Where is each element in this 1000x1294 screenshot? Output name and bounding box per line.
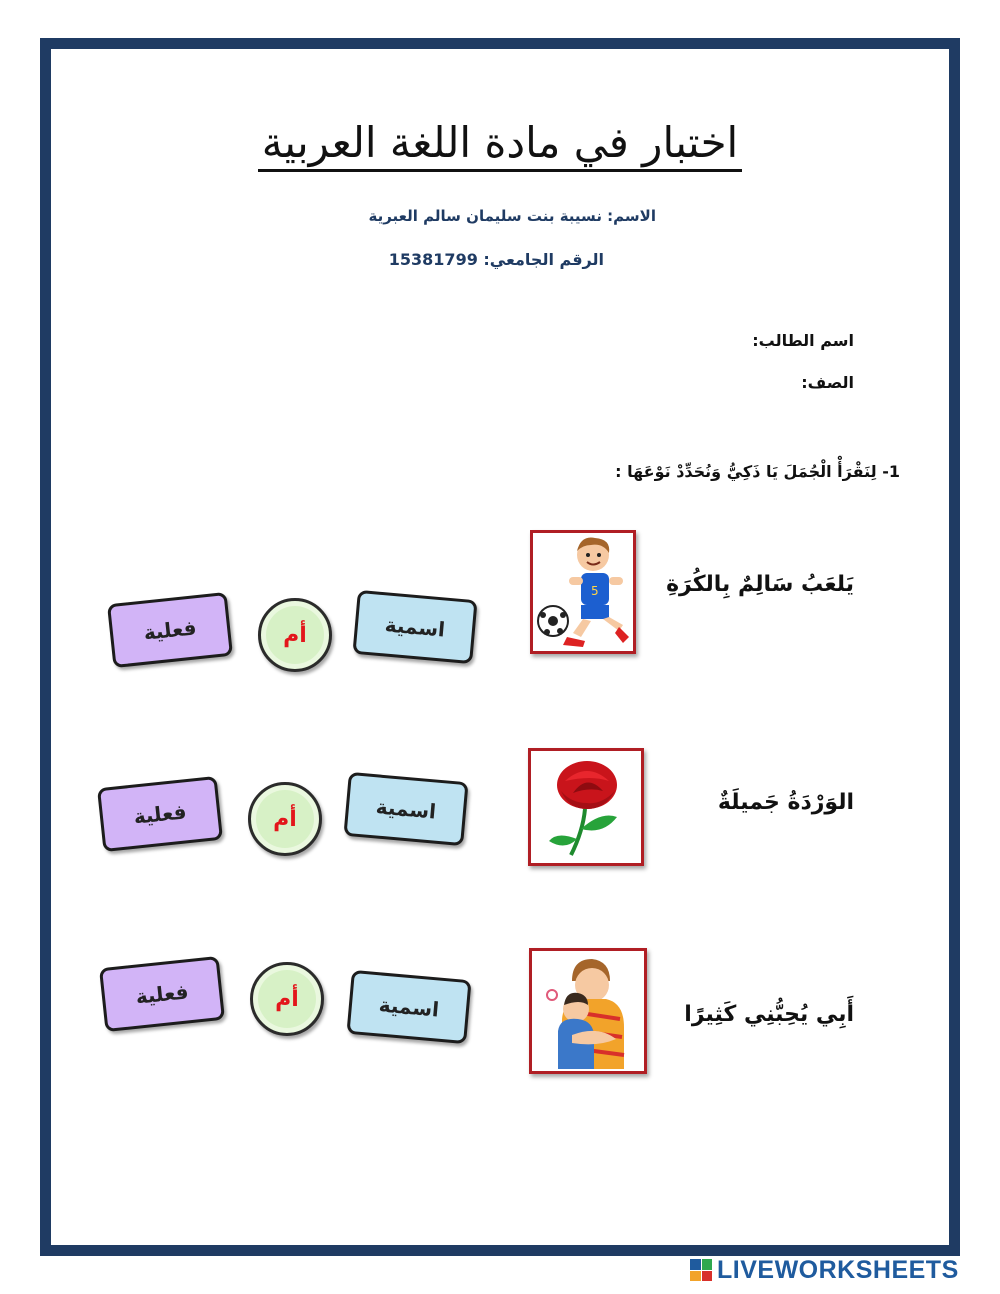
question-row-2 <box>0 748 1000 908</box>
svg-text:5: 5 <box>591 584 599 598</box>
nominal-option-1[interactable]: اسمية <box>352 590 477 664</box>
or-label-1: أم <box>258 598 332 672</box>
class-label: الصف: <box>801 373 854 392</box>
boy-soccer-icon <box>530 530 636 654</box>
liveworksheets-logo[interactable] <box>690 1257 959 1283</box>
question-row-3 <box>0 948 1000 1108</box>
rose-icon <box>528 748 644 866</box>
father-hug-icon <box>529 948 647 1074</box>
question-row-1 <box>0 530 1000 690</box>
sentence-3: أَبِي يُحِبُّنِي كَثِيرًا <box>684 1002 854 1027</box>
or-label-2: أم <box>248 782 322 856</box>
logo-text: LIVEWORKSHEETS <box>717 1255 959 1284</box>
nominal-option-3[interactable]: اسمية <box>346 970 471 1044</box>
verbal-option-2[interactable]: فعلية <box>97 776 223 852</box>
verbal-option-1[interactable]: فعلية <box>107 592 233 668</box>
or-label-3: أم <box>250 962 324 1036</box>
student-name-label: اسم الطالب: <box>752 331 854 350</box>
verbal-option-3[interactable]: فعلية <box>99 956 225 1032</box>
sentence-1: يَلعَبُ سَالِمٌ بِالكُرَةِ <box>666 572 854 597</box>
page-title: اختبار في مادة اللغة العربية <box>0 118 1000 167</box>
logo-mark-icon <box>690 1259 712 1281</box>
question-1: 1- لِنَقْرَأْ الْجُمَلَ يَا ذَكِيُّ وَنُحَدِّدْ نَوْعَهَا : <box>615 462 900 481</box>
nominal-option-2[interactable]: اسمية <box>343 772 468 846</box>
student-id: الرقم الجامعي: 15381799 <box>388 250 604 269</box>
sentence-2: الوَرْدَةُ جَميلَةٌ <box>717 790 854 815</box>
author-name: الاسم: نسيبة بنت سليمان سالم العبرية <box>368 207 656 225</box>
